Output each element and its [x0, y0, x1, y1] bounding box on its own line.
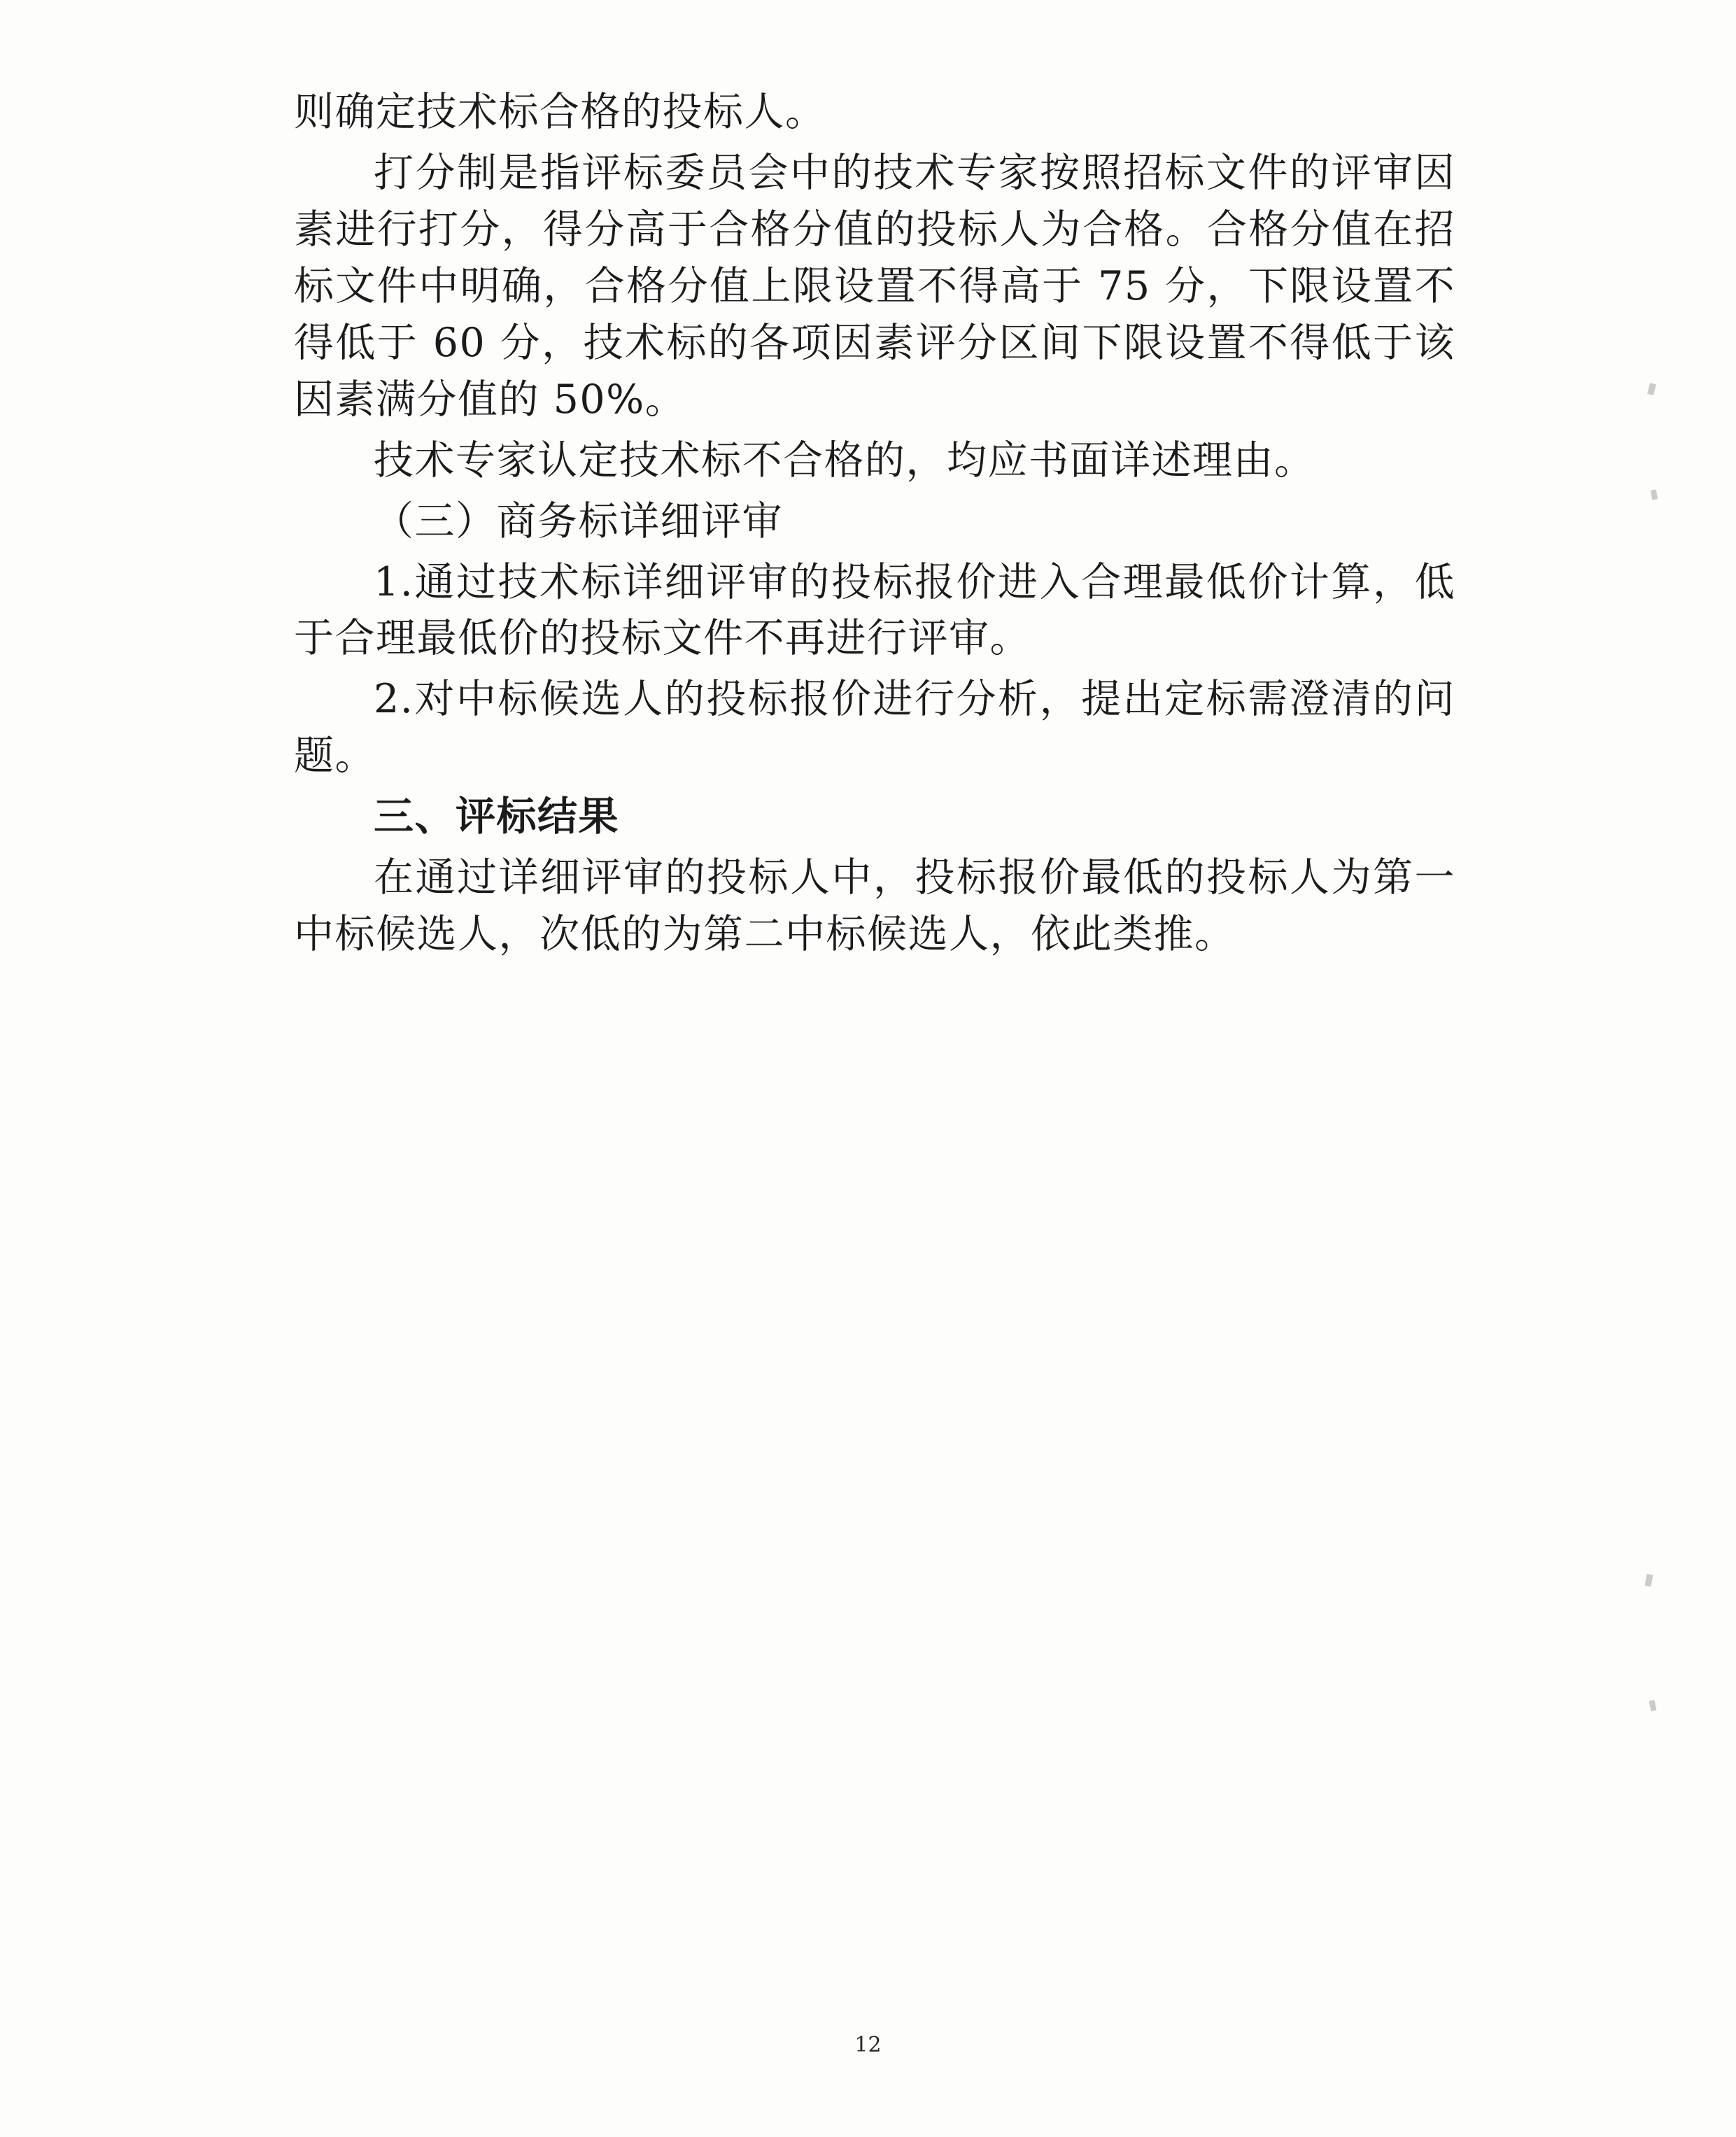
paragraph-6: 2.对中标候选人的投标报价进行分析，提出定标需澄清的问题。	[294, 676, 1455, 780]
scan-artifact-speck	[1649, 1700, 1657, 1711]
document-body	[294, 84, 1455, 967]
scan-artifact-speck	[1647, 383, 1656, 395]
paragraph-2: 打分制是指评标委员会中的技术专家按照招标文件的评审因素进行打分，得分高于合格分值的投标人为合格。合格分值在招标文件中明确，合格分值上限设置不得高于 75 分，下限设置不得低于 60 分，技术标的各项因素评分区间下限设置不得低于该因素满分值的 50%。	[294, 149, 1455, 423]
paragraph-1: 则确定技术标合格的投标人。	[294, 89, 826, 135]
paragraph-7-heading: 三、评标结果	[374, 793, 619, 840]
scan-artifact-speck	[1645, 1574, 1653, 1586]
paragraph-8: 在通过详细评审的投标人中，投标报价最低的投标人为第一中标候选人，次低的为第二中标候选人，依此类推。	[294, 854, 1455, 958]
scan-artifact-speck	[1651, 489, 1658, 500]
paragraph-3: 技术专家认定技术标不合格的，均应书面详述理由。	[374, 437, 1315, 484]
paragraph-5: 1.通过技术标详细评审的投标报价进入合理最低价计算，低于合理最低价的投标文件不再进行评审。	[294, 558, 1455, 662]
page-number: 12	[854, 2033, 882, 2057]
paragraph-4-section-heading: （三）商务标详细评审	[374, 498, 783, 544]
